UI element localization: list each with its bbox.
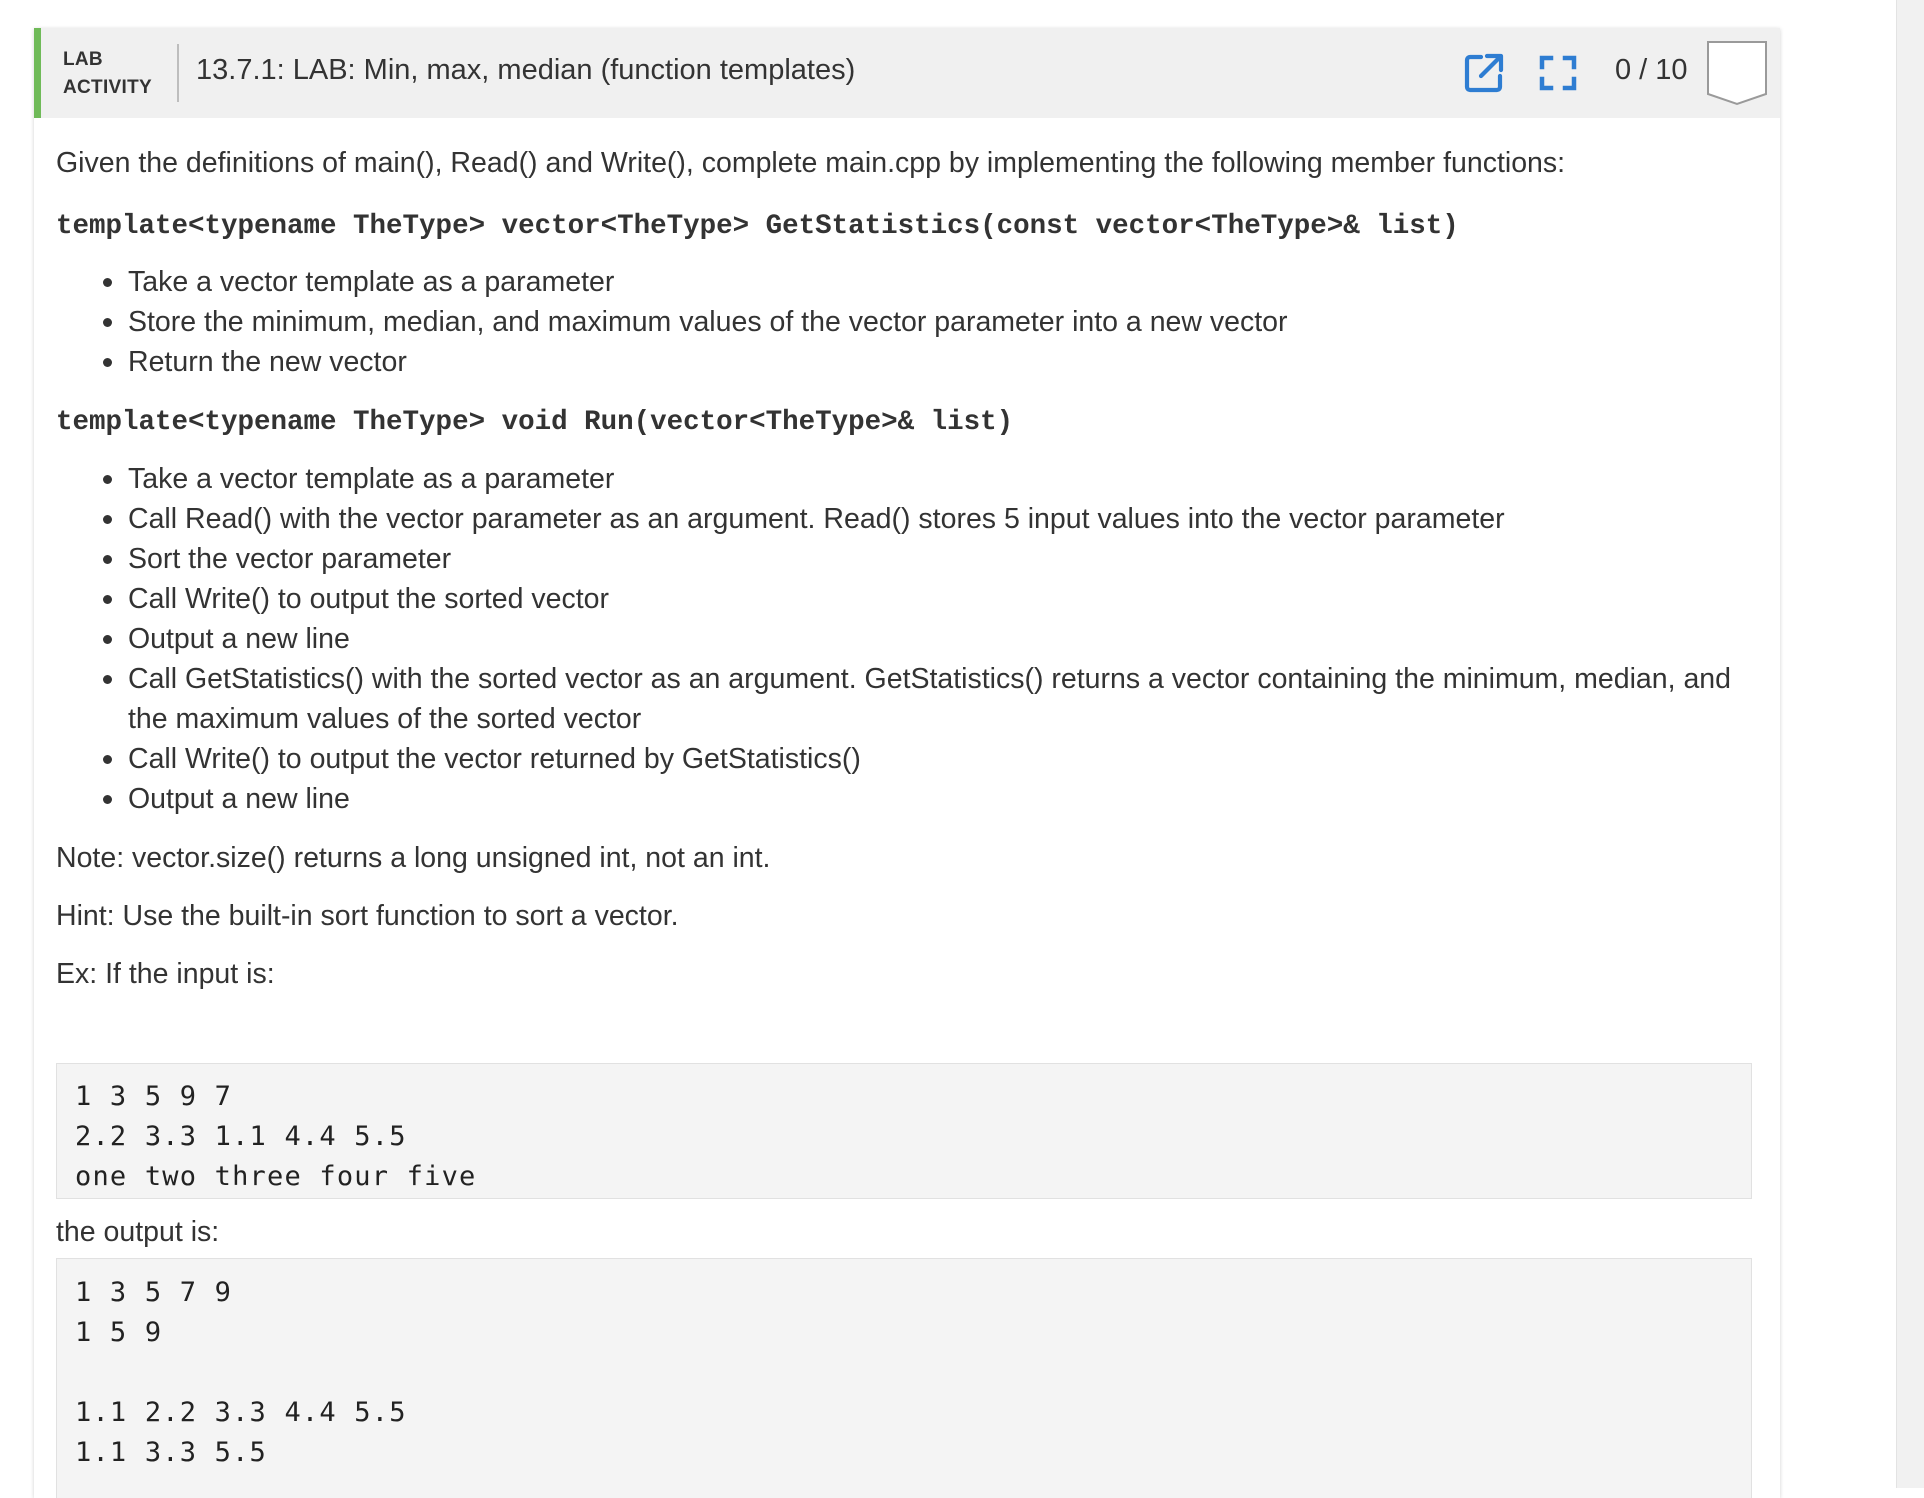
list-item: Call Write() to output the vector returned by GetStatistics() — [56, 739, 1756, 779]
code-line: 1 5 9 — [75, 1317, 163, 1348]
code-line: 2.2 3.3 1.1 4.4 5.5 — [75, 1121, 407, 1152]
code-line: 1 3 5 7 9 — [75, 1277, 233, 1308]
code-line: 1.1 3.3 5.5 — [75, 1437, 268, 1468]
example-intro-text: Ex: If the input is: — [56, 958, 275, 990]
code-line: 1 3 5 9 7 — [75, 1081, 233, 1112]
fullscreen-button[interactable] — [1535, 50, 1581, 96]
code-line: 1.1 2.2 3.3 4.4 5.5 — [75, 1397, 407, 1428]
activity-type-label: LAB ACTIVITY — [63, 49, 152, 98]
hint-text: Hint: Use the built-in sort function to sort a vector. — [56, 900, 679, 932]
list-item: Call Read() with the vector parameter as an argument. Read() stores 5 input values into the vector parameter — [56, 499, 1756, 539]
completion-badge-icon — [1706, 40, 1768, 106]
code-line — [75, 1353, 1751, 1393]
header-divider — [177, 44, 179, 102]
list-item: Sort the vector parameter — [56, 539, 1756, 579]
fullscreen-icon — [1535, 50, 1581, 96]
example-input-box — [56, 1063, 1752, 1199]
list-item: Take a vector template as a parameter — [56, 459, 1756, 499]
run-requirements — [56, 459, 1756, 819]
open-in-new-window-button[interactable] — [1461, 50, 1507, 96]
list-item: Call GetStatistics() with the sorted vector as an argument. GetStatistics() returns a vector containing the minimum, median, and the maximum values of the sorted vector — [56, 659, 1756, 739]
example-output-box — [56, 1258, 1752, 1498]
score-value: 0 / 10 — [1615, 54, 1688, 86]
list-item: Call Write() to output the sorted vector — [56, 579, 1756, 619]
get-statistics-signature: template<typename TheType> vector<TheType> GetStatistics(const vector<TheType>& list) — [56, 211, 1459, 242]
note-text: Note: vector.size() returns a long unsigned int, not an int. — [56, 842, 771, 874]
run-signature: template<typename TheType> void Run(vector<TheType>& list) — [56, 407, 1014, 438]
list-item: Output a new line — [56, 779, 1756, 819]
list-item: Take a vector template as a parameter — [56, 262, 1756, 302]
list-item: Return the new vector — [56, 342, 1756, 382]
output-intro-text: the output is: — [56, 1216, 220, 1248]
open-in-new-window-icon — [1461, 50, 1507, 96]
list-item: Output a new line — [56, 619, 1756, 659]
activity-title: 13.7.1: LAB: Min, max, median (function templates) — [196, 54, 856, 86]
page-scrollbar[interactable] — [1896, 0, 1924, 1488]
get-statistics-requirements — [56, 262, 1756, 382]
list-item: Store the minimum, median, and maximum values of the vector parameter into a new vector — [56, 302, 1756, 342]
intro-text: Given the definitions of main(), Read() and Write(), complete main.cpp by implementing the following member functions: — [56, 147, 1566, 179]
code-line: one two three four five — [75, 1161, 477, 1192]
lab-activity-card — [34, 28, 1780, 1498]
activity-header — [34, 28, 1780, 118]
instructions — [56, 146, 1756, 991]
